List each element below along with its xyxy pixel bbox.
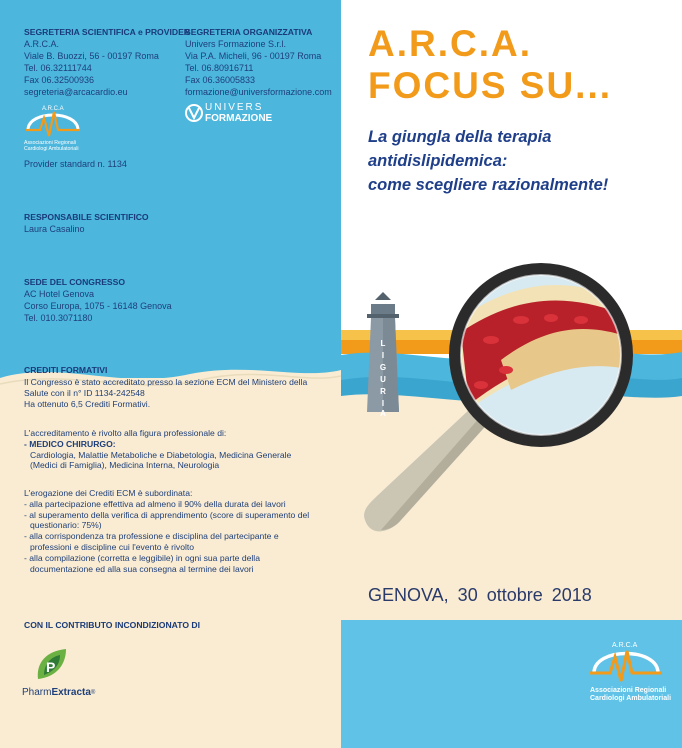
lighthouse-label-l: L — [380, 339, 386, 348]
univers-logo-line2: FORMAZIONE — [205, 113, 273, 124]
segreteria-organizzativa-tel: Tel. 06.80916711 — [185, 63, 254, 73]
sede-name: AC Hotel Genova — [24, 289, 95, 299]
subtitle-line3: come scegliere razionalmente! — [368, 176, 609, 194]
arca-letters: A.R.C.A — [612, 642, 638, 649]
sede-address: Corso Europa, 1075 - 16148 Genova — [24, 301, 172, 311]
pharmextracta-reg: ® — [90, 690, 96, 696]
erogazione-line: - alla compilazione (corretta e leggibile) in ogni sua parte della — [24, 552, 260, 563]
sede-heading: SEDE DEL CONGRESSO — [24, 277, 126, 287]
title-line1: A.R.C.A. — [368, 23, 532, 64]
segreteria-scientifica-tel: Tel. 06.32111744 — [24, 63, 92, 73]
lighthouse-label-a: A — [380, 409, 386, 418]
accreditamento-discipline: (Medici di Famiglia), Medicina Interna, Neurologia — [30, 460, 220, 471]
accreditamento-role: - MEDICO CHIRURGO: — [24, 438, 116, 449]
pharmextracta-logo — [22, 645, 122, 705]
segreteria-scientifica-email[interactable]: segreteria@arcacardio.eu — [24, 87, 128, 97]
crediti-line: Salute con il n° ID 1134-242548 — [24, 387, 145, 398]
subtitle-line2: antidislipidemica: — [368, 152, 508, 170]
crediti-line: Il Congresso è stato accreditato presso la sezione ECM del Ministero della — [24, 377, 308, 387]
contributo-heading: CON IL CONTRIBUTO INCONDIZIONATO DI — [24, 620, 201, 630]
lighthouse-label-u: U — [380, 375, 386, 384]
arca-logo-mark — [586, 635, 666, 685]
title-line2: FOCUS SU... — [368, 65, 613, 106]
lighthouse-label-i2: I — [381, 399, 385, 408]
pharmextracta-leaf-icon — [32, 645, 72, 685]
svg-text:P: P — [46, 659, 56, 675]
crediti-line: Ha ottenuto 6,5 Crediti Formativi. — [24, 398, 151, 409]
segreteria-organizzativa-name: Univers Formazione S.r.l. — [185, 39, 287, 49]
provider-number: Provider standard n. 1134 — [24, 159, 127, 169]
segreteria-scientifica-name: A.R.C.A. — [24, 39, 60, 49]
segreteria-organizzativa-address: Via P.A. Micheli, 96 - 00197 Roma — [185, 51, 322, 61]
responsabile-name: Laura Casalino — [24, 224, 85, 234]
erogazione-line: documentazione ed alla sua consegna al termine dei lavori — [30, 563, 254, 574]
arca-small-line1: Associazioni Regionali — [24, 140, 76, 146]
segreteria-scientifica-fax: Fax 06.32500936 — [24, 75, 95, 85]
erogazione-line: - alla corrispondenza tra professione e disciplina del partecipante e — [24, 531, 279, 542]
arca-logo-small-mark — [22, 100, 84, 140]
segreteria-organizzativa-email[interactable]: formazione@universformazione.com — [185, 87, 332, 97]
arca-logo — [586, 635, 672, 715]
responsabile-heading: RESPONSABILE SCIENTIFICO — [24, 212, 149, 222]
lighthouse-label-g: G — [379, 363, 387, 372]
pharmextracta-wordmark — [22, 687, 95, 699]
arca-small-letters: A.R.C.A — [42, 106, 64, 112]
segreteria-organizzativa-fax: Fax 06.36005833 — [185, 75, 256, 85]
arca-small-line2: Cardiologi Ambulatoriali — [24, 146, 79, 152]
erogazione-line: questionario: 75%) — [30, 520, 102, 531]
erogazione-text — [24, 488, 309, 574]
event-date: GENOVA, 30 ottobre 2018 — [368, 585, 592, 605]
arca-logo-small — [22, 100, 84, 156]
arca-logo-line1: Associazioni Regionali — [590, 687, 667, 694]
erogazione-intro: L'erogazione dei Crediti ECM è subordinata: — [24, 488, 193, 498]
univers-logo-line1: UNIVERS — [205, 102, 264, 113]
right-panel — [341, 0, 682, 748]
pharmextracta-part2: Extracta — [51, 687, 91, 698]
crediti-text — [24, 377, 307, 409]
lighthouse-label-r: R — [380, 387, 386, 396]
segreteria-organizzativa-heading: SEGRETERIA ORGANIZZATIVA — [185, 27, 313, 37]
accreditamento-intro: L'accreditamento è rivolto alla figura professionale di: — [24, 428, 227, 438]
magnifier-illustration — [341, 220, 682, 560]
erogazione-line: - alla partecipazione effettiva ad almeno il 90% della durata dei lavori — [24, 498, 286, 509]
erogazione-line: professioni e discipline cui l'evento è rivolto — [30, 541, 195, 552]
lighthouse-label-i: I — [381, 351, 385, 360]
sede-tel: Tel. 010.3071180 — [24, 313, 93, 323]
segreteria-scientifica-heading: SEGRETERIA SCIENTIFICA e PROVIDER — [24, 27, 191, 37]
arca-logo-line2: Cardiologi Ambulatoriali — [590, 695, 672, 702]
subtitle-line1: La giungla della terapia — [368, 128, 552, 146]
accreditamento-text — [24, 428, 291, 471]
segreteria-scientifica-address: Viale B. Buozzi, 56 - 00197 Roma — [24, 51, 159, 61]
pharmextracta-part1: Pharm — [22, 687, 52, 698]
univers-logo-icon — [185, 102, 203, 124]
crediti-heading: CREDITI FORMATIVI — [24, 365, 108, 375]
univers-formazione-logo — [185, 101, 285, 127]
accreditamento-discipline: Cardiologia, Malattie Metaboliche e Diabetologia, Medicina Generale — [30, 449, 292, 460]
erogazione-line: - al superamento della verifica di apprendimento (score di superamento del — [24, 509, 310, 520]
